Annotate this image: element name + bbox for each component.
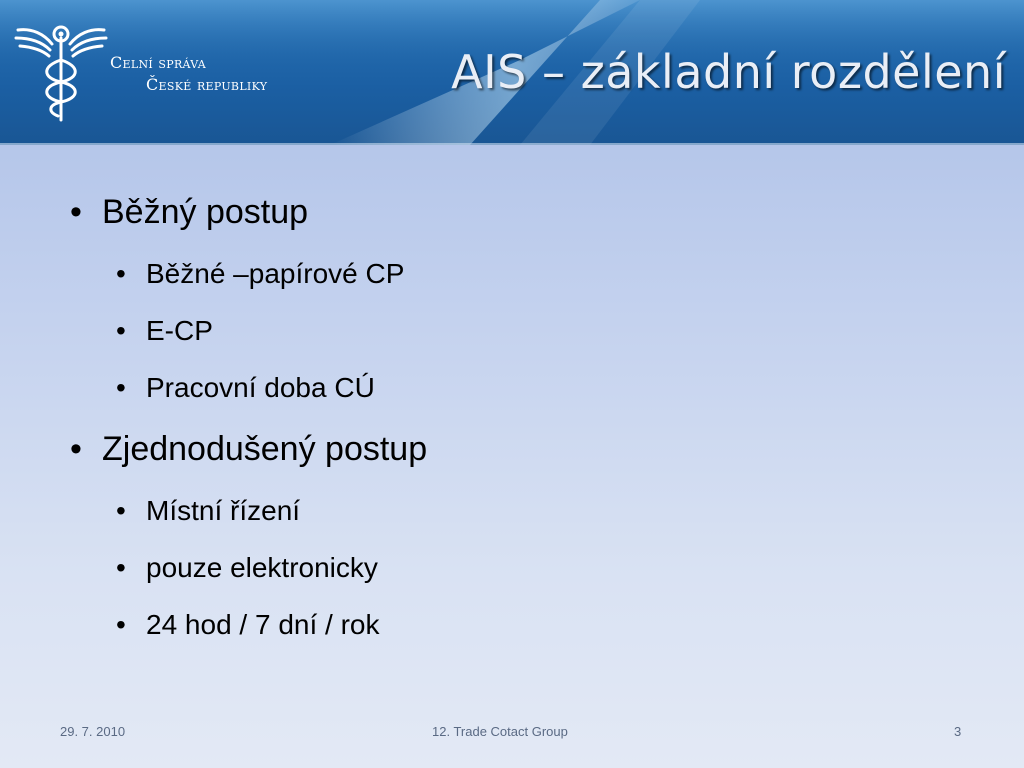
bullet-glyph: •	[116, 372, 126, 403]
sub-bullet-text: Místní řízení	[146, 495, 301, 526]
sub-bullet-text: 24 hod / 7 dní / rok	[146, 609, 380, 640]
slide-number: 3	[954, 724, 962, 739]
sub-bullet-item	[116, 552, 378, 584]
bullet-glyph: •	[116, 495, 126, 526]
sub-bullet-item	[116, 315, 213, 347]
bullet-glyph: •	[116, 552, 126, 583]
sub-bullet-text: Běžné –papírové CP	[146, 258, 405, 289]
sub-bullet-item	[116, 258, 404, 290]
bullet-glyph: •	[70, 193, 82, 231]
bullet-glyph: •	[70, 430, 82, 468]
sub-bullet-text: E-CP	[146, 315, 213, 346]
bullet-item	[70, 430, 427, 469]
caduceus-winged-logo-icon	[12, 16, 110, 124]
bullet-text: Zjednodušený postup	[102, 430, 428, 468]
slide-body	[0, 145, 1024, 705]
organization-name	[110, 52, 267, 96]
bullet-glyph: •	[116, 315, 126, 346]
sub-bullet-item	[116, 609, 380, 641]
bullet-text: Běžný postup	[102, 193, 309, 231]
bullet-glyph: •	[116, 258, 126, 289]
sub-bullet-item	[116, 372, 375, 404]
bullet-glyph: •	[116, 609, 126, 640]
slide-header	[0, 0, 1024, 145]
sub-bullet-text: Pracovní doba CÚ	[146, 372, 375, 403]
footer-date: 29. 7. 2010	[60, 724, 126, 739]
bullet-item	[70, 193, 308, 232]
organization-name-line1: Celní správa	[110, 53, 206, 72]
slide-title: AIS – základní rozdělení	[451, 45, 1006, 99]
sub-bullet-item	[116, 495, 300, 527]
footer-event: 12. Trade Cotact Group	[432, 724, 568, 739]
sub-bullet-text: pouze elektronicky	[146, 552, 378, 583]
organization-name-line2: České republiky	[146, 75, 268, 94]
